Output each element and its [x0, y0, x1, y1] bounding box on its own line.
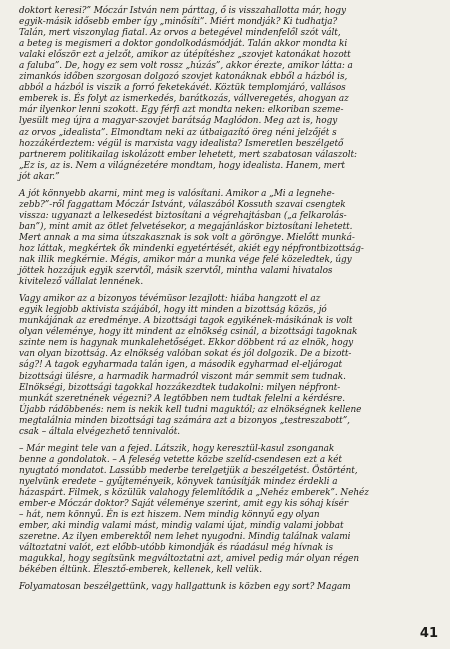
text-line: szeretne. Az ilyen emberektől nem lehet nyugodni. Mindig találnak valami: [19, 532, 351, 543]
text-line: vissza: ugyanazt a lelkesedést biztosítani a végrehajtásban („a felkarolás-: [19, 210, 347, 221]
paragraph: [19, 444, 439, 577]
text-line: hozzákérdeztem: végül is marxista vagy idealista? Ismeretlen beszélgető: [19, 138, 344, 149]
text-line: ember, aki mindig valami mást, mindig valami újat, mindig valami jobbat: [19, 521, 344, 532]
page-number: 41: [419, 626, 438, 641]
text-line: egyik legjobb aktivista szájából, hogy itt minden a bizottság közös, jó: [19, 305, 327, 316]
text-line: – hát, nem könnyű. Én is ezt hiszem. Nem mindig könnyű egy olyan: [19, 510, 320, 521]
text-line: a beteg is megismeri a doktor gondolkodásmódját. Talán akkor mondta ki: [19, 39, 348, 50]
paragraph: [19, 582, 439, 593]
text-line: bizottsági ülésre, a harmadik harmadról viszont már semmit sem tudnak.: [19, 371, 346, 382]
text-line: lyesült meg újra a magyar-szovjet barátság Maglódon. Meg azt is, hogy: [19, 116, 338, 127]
text-line: Folyamatosan beszélgettünk, vagy hallgattunk is közben egy sort? Magam: [19, 582, 351, 593]
text-line: békében éltünk. Élesztő-emberek, kellenek, kell velük.: [19, 565, 262, 576]
text-line: doktort keresi?” Móczár István nem párttag, ő is visszahallotta már, hogy: [19, 6, 346, 16]
text-line: ság?! A tagok egyharmada talán igen, a második egyharmad el-eljárogat: [19, 360, 343, 371]
paragraph: [19, 6, 439, 183]
text-line: partnerem politikailag iskolázott ember lehetett, mert szabatosan válaszolt:: [19, 149, 357, 160]
text-line: valaki először ezt a jelzőt, amikor az útépítéshez „szovjet katonákat hozott: [19, 50, 351, 61]
text-line: abból a házból is viszik a forró feketekávét. Köztük templomjáró, vallásos: [19, 83, 346, 94]
text-line: Mert annak a ma sima útszakasznak is sok volt a göröngye. Mielőtt munká-: [19, 232, 355, 243]
text-line: változtatni valót, ezt előbb-utóbb kimondják és ráadásul még hívnak is: [19, 543, 333, 554]
text-line: nak illik megkérnie. Mégis, amikor már a munka vége felé közeledtek, úgy: [19, 255, 352, 266]
text-line: szinte nem is hagynak munkalehetőséget. Ekkor döbbent rá az elnök, hogy: [19, 338, 354, 349]
text-line: jót akar.”: [19, 171, 60, 182]
text-line: Talán, mert viszonylag fiatal. Az orvos a betegével mindenfelől szót vált,: [19, 28, 341, 39]
text-line: olyan véleménye, hogy itt mindent az elnökség csinál, a bizottsági tagoknak: [19, 327, 358, 338]
text-line: ember-e Móczár doktor? Saját véleménye szerint, amit egy kis sóhaj kísér: [19, 499, 349, 510]
text-line: már ilyenkor lenni szokott. Egy férfi azt mondta neken: elkoriban szeme-: [19, 105, 344, 116]
text-line: magukkal, hogy segítsünk megváltoztatni azt, amivel pedig már olyan régen: [19, 554, 360, 565]
paragraph: [19, 189, 439, 288]
text-line: házaspárt. Filmek, s közülük valahogy felemlítődik a „Nehéz emberek”. Nehéz: [19, 487, 369, 498]
text-line: „Ez is, az is. Nem a világnézetére mondtam, hogy idealista. Hanem, mert: [19, 160, 345, 171]
text-line: Elnökségi, bizottsági tagokkal hozzákezdtek tudakolni: milyen népfront-: [19, 382, 341, 393]
text-line: A jót könnyebb akarni, mint meg is valósítani. Amikor a „Mi a legnehe-: [19, 188, 335, 199]
text-line: emberek is. És folyt az ismerkedés, barátkozás, vállveregetés, ahogyan az: [19, 94, 349, 105]
text-line: – Már megint tele van a fejed. Látszik, hogy keresztül-kasul zsonganak: [19, 443, 335, 454]
text-line: Vagy amikor az a bizonyos tévémüsor lezajlott: hiába hangzott el az: [19, 294, 321, 305]
text-line: megtalálnia minden bizottsági tag számára azt a bizonyos „testreszabott”,: [19, 415, 350, 426]
text-line: az orvos „idealista”. Elmondtam neki az útbaigazító öreg néni jelzőjét s: [19, 127, 337, 138]
text-line: Újabb rádöbbenés: nem is nekik kell tudni maguktól; az elnökségnek kellene: [19, 404, 362, 415]
text-line: munkájának az eredménye. A bizottsági tagok egyikének-másikának is volt: [19, 316, 353, 327]
paragraph: [19, 294, 439, 438]
text-line: benne a gondolatok. – A feleség vetette közbe szelíd-csendesen ezt a két: [19, 454, 342, 465]
text-line: jöttek hozzájuk egyik szervtől, másik szervtől, mintha valami hivatalos: [19, 266, 333, 277]
text-line: egyik-másik idősebb ember így „minősíti”. Miért mondják? Ki tudhatja?: [19, 17, 338, 28]
text-line: zebb?”-ről faggattam Móczár Istvánt, válaszából Kossuth szavai csengtek: [19, 199, 346, 210]
text-line: zimankós időben szorgosan dolgozó szovjet katonáknak ebből a házból is,: [19, 72, 348, 83]
text-line: munkát szeretnének végezni? A legtöbben nem tudtak felelni a kérdésre.: [19, 393, 346, 404]
text-line: a faluba”. De, hogy ez sem volt rossz „húzás”, akkor érezte, amikor látta: a: [19, 61, 353, 72]
text-line: csak – általa elvégezhető tennivalót.: [19, 426, 180, 437]
text-line: nyelvünk eredete – gyűjteményeik, könyvek tanúsítják mindez érdekli a: [19, 476, 338, 487]
text-line: ban”), mint amit az ötlet felvetésekor, a megajánláskor biztosítani lehetett.: [19, 221, 353, 232]
text-line: kivitelező vállalat lennének.: [19, 277, 144, 288]
text-line: hoz láttak, megkértek ők mindenki egyetértését, akiét egy népfrontbizottság-: [19, 243, 364, 254]
text-line: van olyan bizottság. Az elnökség valóban sokat és jól dolgozik. De a bizott-: [19, 349, 352, 360]
text-line: nyugtató mondatot. Lassúbb mederbe terelgetjük a beszélgetést. Östörtént,: [19, 465, 358, 476]
